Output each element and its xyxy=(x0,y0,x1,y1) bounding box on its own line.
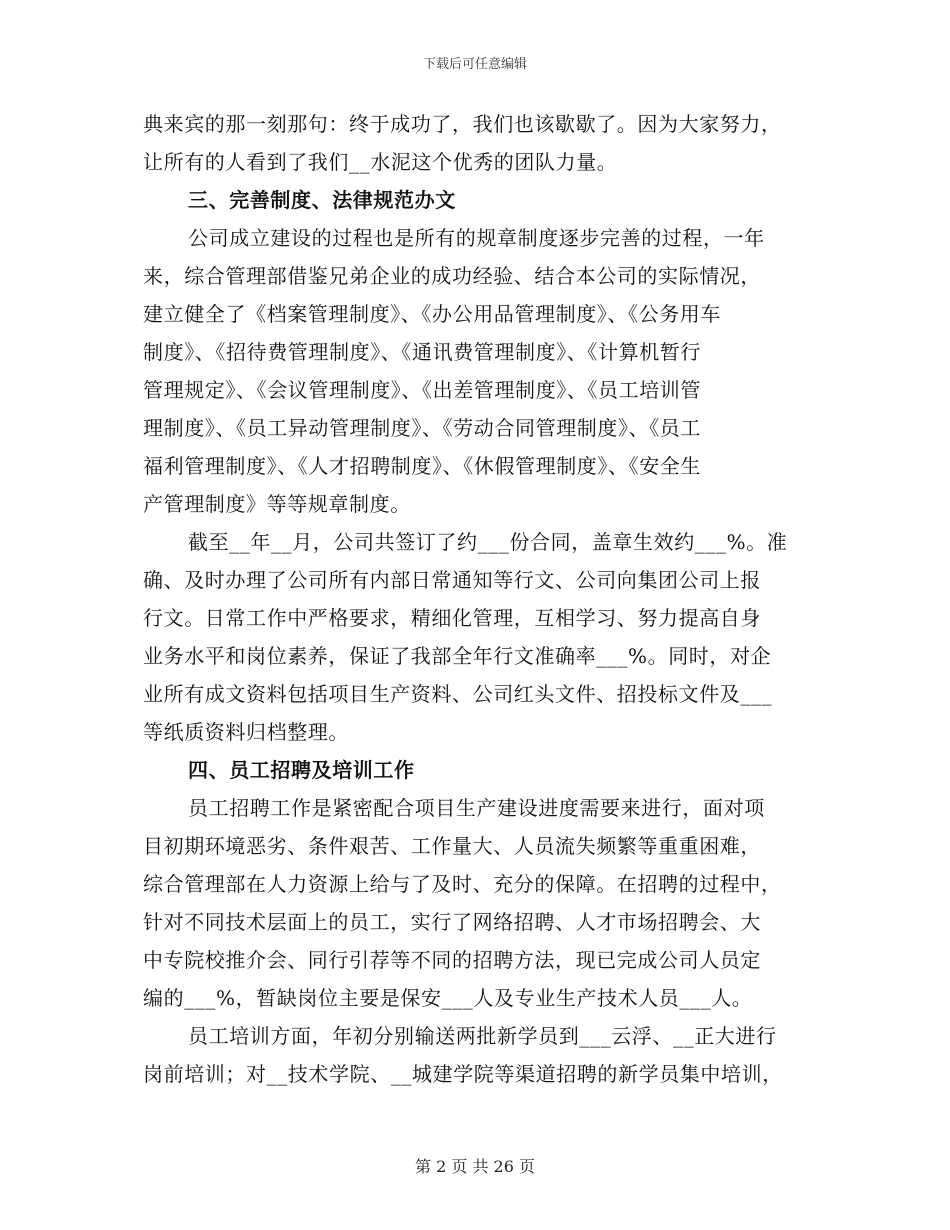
body-line: 产管理制度》等等规章制度。 xyxy=(143,492,411,516)
section-heading: 三、完善制度、法律规范办文 xyxy=(188,188,456,212)
body-line: 员工培训方面，年初分别输送两批新学员到___云浮、__正大进行 xyxy=(188,1024,777,1048)
body-line: 典来宾的那一刻那句：终于成功了，我们也该歇歇了。因为大家努力， xyxy=(143,112,782,136)
body-line: 针对不同技术层面上的员工，实行了网络招聘、人才市场招聘会、大 xyxy=(143,910,761,934)
body-line: 岗前培训；对__技术学院、__城建学院等渠道招聘的新学员集中培训， xyxy=(143,1062,783,1086)
section-heading: 四、员工招聘及培训工作 xyxy=(188,758,415,782)
page-footer: 第 2 页 共 26 页 xyxy=(415,1157,535,1176)
body-line: 等纸质资料归档整理。 xyxy=(143,720,349,744)
body-line: 理制度》、《员工异动管理制度》、《劳动合同管理制度》、《员工 xyxy=(143,416,701,440)
body-line: 员工招聘工作是紧密配合项目生产建设进度需要来进行，面对项 xyxy=(188,796,765,820)
body-line: 公司成立建设的过程也是所有的规章制度逐步完善的过程，一年 xyxy=(188,226,765,250)
body-line: 截至__年__月，公司共签订了约___份合同，盖章生效约___%。准 xyxy=(188,530,788,554)
page-header: 下载后可任意编辑 xyxy=(422,57,527,72)
body-line: 福利管理制度》、《人才招聘制度》、《休假管理制度》、《安全生 xyxy=(143,454,701,478)
body-line: 业务水平和岗位素养，保证了我部全年行文准确率___%。同时，对企 xyxy=(143,644,772,668)
body-line: 来，综合管理部借鉴兄弟企业的成功经验、结合本公司的实际情况， xyxy=(143,264,761,288)
body-line: 行文。日常工作中严格要求，精细化管理，互相学习、努力提高自身 xyxy=(143,606,761,630)
body-line: 编的___%，暂缺岗位主要是保安___人及专业生产技术人员___人。 xyxy=(143,986,753,1010)
body-line: 建立健全了《档案管理制度》、《办公用品管理制度》、《公务用车 xyxy=(143,302,721,326)
body-line: 让所有的人看到了我们__水泥这个优秀的团队力量。 xyxy=(143,150,618,174)
body-line: 中专院校推介会、同行引荐等不同的招聘方法，现已完成公司人员定 xyxy=(143,948,761,972)
body-line: 目初期环境恶劣、条件艰苦、工作量大、人员流失频繁等重重困难， xyxy=(143,834,761,858)
body-line: 管理规定》、《会议管理制度》、《出差管理制度》、《员工培训管 xyxy=(143,378,701,402)
body-line: 业所有成文资料包括项目生产资料、公司红头文件、招投标文件及___ xyxy=(143,682,773,706)
body-line: 综合管理部在人力资源上给与了及时、充分的保障。在招聘的过程中， xyxy=(143,872,782,896)
body-line: 制度》、《招待费管理制度》、《通讯费管理制度》、《计算机暂行 xyxy=(143,340,701,364)
body-line: 确、及时办理了公司所有内部日常通知等行文、公司向集团公司上报 xyxy=(143,568,761,592)
